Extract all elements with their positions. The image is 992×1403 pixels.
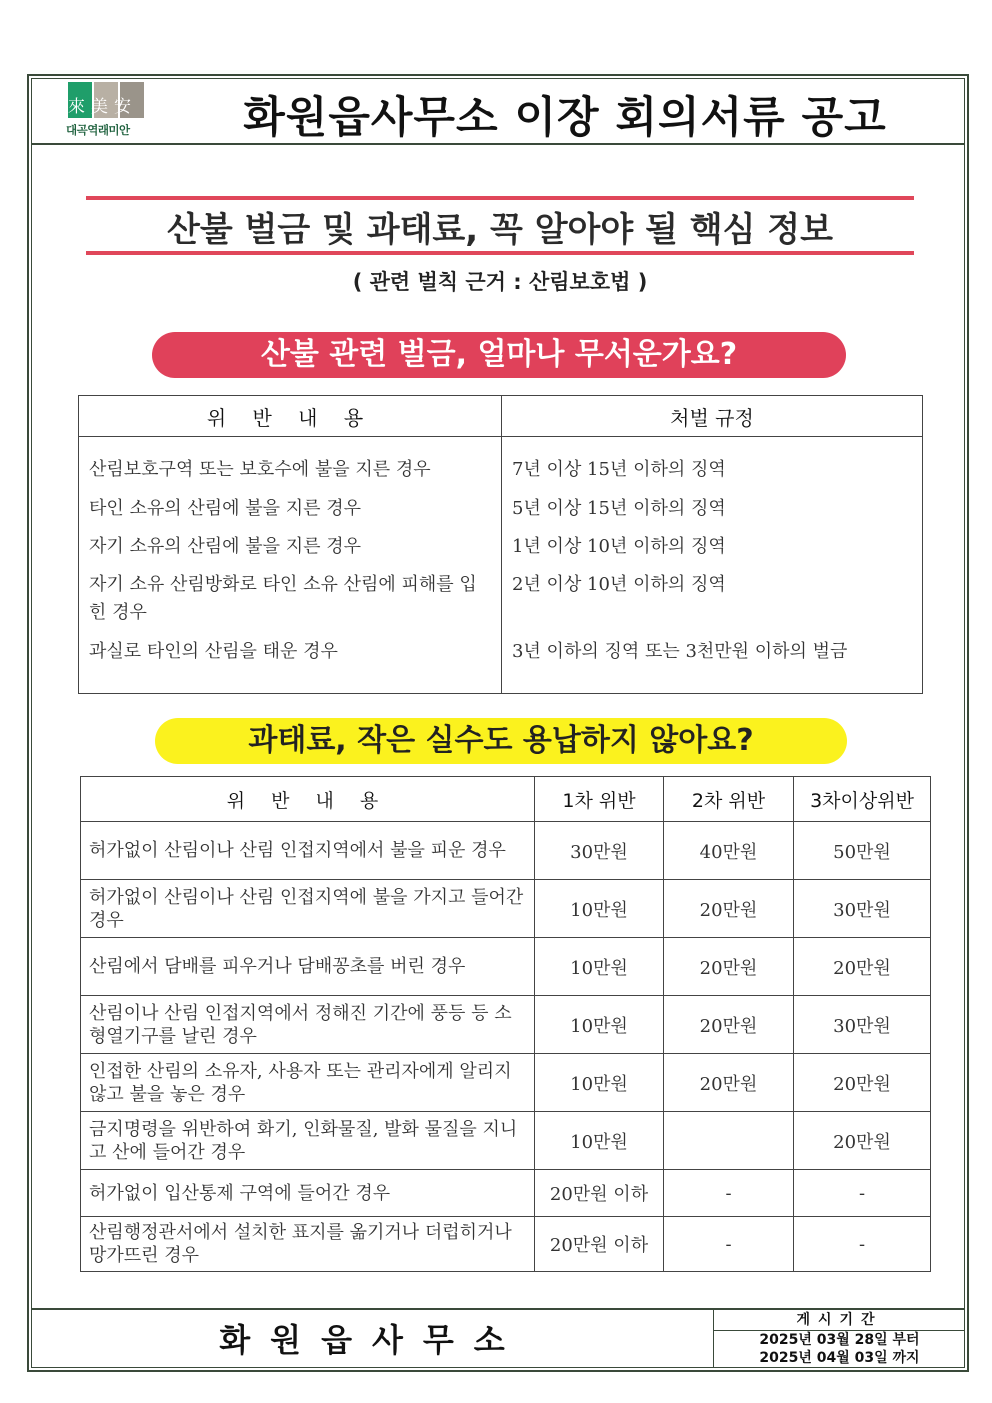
- third-violation-cell: -: [794, 1217, 931, 1272]
- penalty-table-header: [81, 777, 931, 822]
- fines-penalty-5: 3년 이하의 징역 또는 3천만원 이하의 벌금: [512, 640, 848, 662]
- fines-penalty-2: 5년 이상 15년 이하의 징역: [512, 497, 726, 519]
- column-header-violation: 위 반 내 용: [79, 396, 502, 437]
- fines-penalty-1: 7년 이상 15년 이하의 징역: [512, 459, 726, 480]
- fines-table: [78, 395, 923, 694]
- fines-violation-cell: [79, 437, 502, 694]
- fines-penalty-cell: [502, 437, 923, 694]
- posting-period-box: [713, 1310, 965, 1368]
- second-violation-cell: 20만원: [664, 996, 794, 1054]
- fines-violation-1: 산림보호구역 또는 보호수에 불을 지른 경우: [89, 459, 431, 480]
- violation-cell: 산림이나 산림 인접지역에서 정해진 기간에 풍등 등 소형열기구를 날린 경우: [81, 996, 535, 1054]
- first-violation-cell: 10만원: [535, 880, 664, 938]
- second-violation-cell: 20만원: [664, 938, 794, 996]
- second-violation-cell: -: [664, 1170, 794, 1217]
- apartment-logo: [66, 82, 146, 140]
- table-row: [81, 996, 931, 1054]
- violation-cell: 허가없이 산림이나 산림 인접지역에서 불을 피운 경우: [81, 822, 535, 880]
- third-violation-cell: 20만원: [794, 1112, 931, 1170]
- violation-cell: 산림에서 담배를 피우거나 담배꽁초를 버린 경우: [81, 938, 535, 996]
- first-violation-cell: 20만원 이하: [535, 1170, 664, 1217]
- second-violation-cell: 20만원: [664, 1054, 794, 1112]
- first-violation-cell: 10만원: [535, 1054, 664, 1112]
- third-violation-cell: 20만원: [794, 1054, 931, 1112]
- fines-table-body: [79, 437, 923, 694]
- first-violation-cell: 10만원: [535, 996, 664, 1054]
- column-header-first: 1차 위반: [535, 777, 664, 822]
- column-header-second: 2차 위반: [664, 777, 794, 822]
- second-violation-cell: 40만원: [664, 822, 794, 880]
- posting-period-start: 2025년 03월 28일 부터: [759, 1332, 920, 1348]
- penalty-banner: 과태료, 작은 실수도 용납하지 않아요?: [155, 718, 847, 764]
- second-violation-cell: -: [664, 1217, 794, 1272]
- fines-violation-3: 자기 소유의 산림에 불을 지른 경우: [89, 536, 362, 557]
- second-violation-cell: 20만원: [664, 880, 794, 938]
- notice-subtitle: 산불 벌금 및 과태료, 꼭 알아야 될 핵심 정보: [167, 210, 833, 250]
- violation-cell: 산림행정관서에서 설치한 표지를 옮기거나 더럽히거나 망가뜨린 경우: [81, 1217, 535, 1272]
- fines-violation-5: 과실로 타인의 산림을 태운 경우: [89, 640, 338, 662]
- third-violation-cell: 50만원: [794, 822, 931, 880]
- third-violation-cell: 30만원: [794, 880, 931, 938]
- subtitle-rule-top: [86, 196, 914, 200]
- violation-cell: 허가없이 산림이나 산림 인접지역에 불을 가지고 들어간 경우: [81, 880, 535, 938]
- fines-banner: 산불 관련 벌금, 얼마나 무서운가요?: [152, 332, 846, 378]
- column-header-violation: 위 반 내 용: [81, 777, 535, 822]
- posting-period-end: 2025년 04월 03일 까지: [759, 1350, 920, 1366]
- fines-violation-4: 자기 소유 산림방화로 타인 소유 산림에 피해를 입힌 경우: [89, 573, 477, 623]
- fines-penalty-4: 2년 이상 10년 이하의 징역: [512, 573, 726, 595]
- second-violation-cell: [664, 1112, 794, 1170]
- legal-basis: ( 관련 벌칙 근거 : 산림보호법 ): [352, 270, 648, 294]
- table-row: [81, 1170, 931, 1217]
- column-header-third: 3차이상위반: [794, 777, 931, 822]
- violation-cell: 허가없이 입산통제 구역에 들어간 경우: [81, 1170, 535, 1217]
- table-row: [81, 1112, 931, 1170]
- table-row: [81, 938, 931, 996]
- table-row: [81, 880, 931, 938]
- page-title: 화원읍사무소 이장 회의서류 공고: [243, 93, 887, 143]
- column-header-penalty: 처벌 규정: [502, 396, 923, 437]
- first-violation-cell: 30만원: [535, 822, 664, 880]
- table-row: [81, 1054, 931, 1112]
- posting-period-label: 게시기간: [714, 1310, 965, 1331]
- third-violation-cell: 30만원: [794, 996, 931, 1054]
- fines-violation-2: 타인 소유의 산림에 불을 지른 경우: [89, 497, 362, 519]
- logo-caption: 대곡역래미안: [66, 123, 130, 137]
- penalty-table: [80, 776, 931, 1272]
- table-row: [81, 822, 931, 880]
- issuing-office: 화원읍사무소: [219, 1321, 525, 1359]
- first-violation-cell: 20만원 이하: [535, 1217, 664, 1272]
- fines-penalty-3: 1년 이상 10년 이하의 징역: [512, 536, 726, 557]
- first-violation-cell: 10만원: [535, 1112, 664, 1170]
- first-violation-cell: 10만원: [535, 938, 664, 996]
- third-violation-cell: -: [794, 1170, 931, 1217]
- violation-cell: 인접한 산림의 소유자, 사용자 또는 관리자에게 알리지 않고 불을 놓은 경우: [81, 1054, 535, 1112]
- third-violation-cell: 20만원: [794, 938, 931, 996]
- fines-table-header: [79, 396, 923, 437]
- table-row: [81, 1217, 931, 1272]
- subtitle-rule-bottom: [86, 251, 914, 255]
- logo-glyphs: 來美安: [68, 97, 137, 117]
- violation-cell: 금지명령을 위반하여 화기, 인화물질, 발화 물질을 지니고 산에 들어간 경우: [81, 1112, 535, 1170]
